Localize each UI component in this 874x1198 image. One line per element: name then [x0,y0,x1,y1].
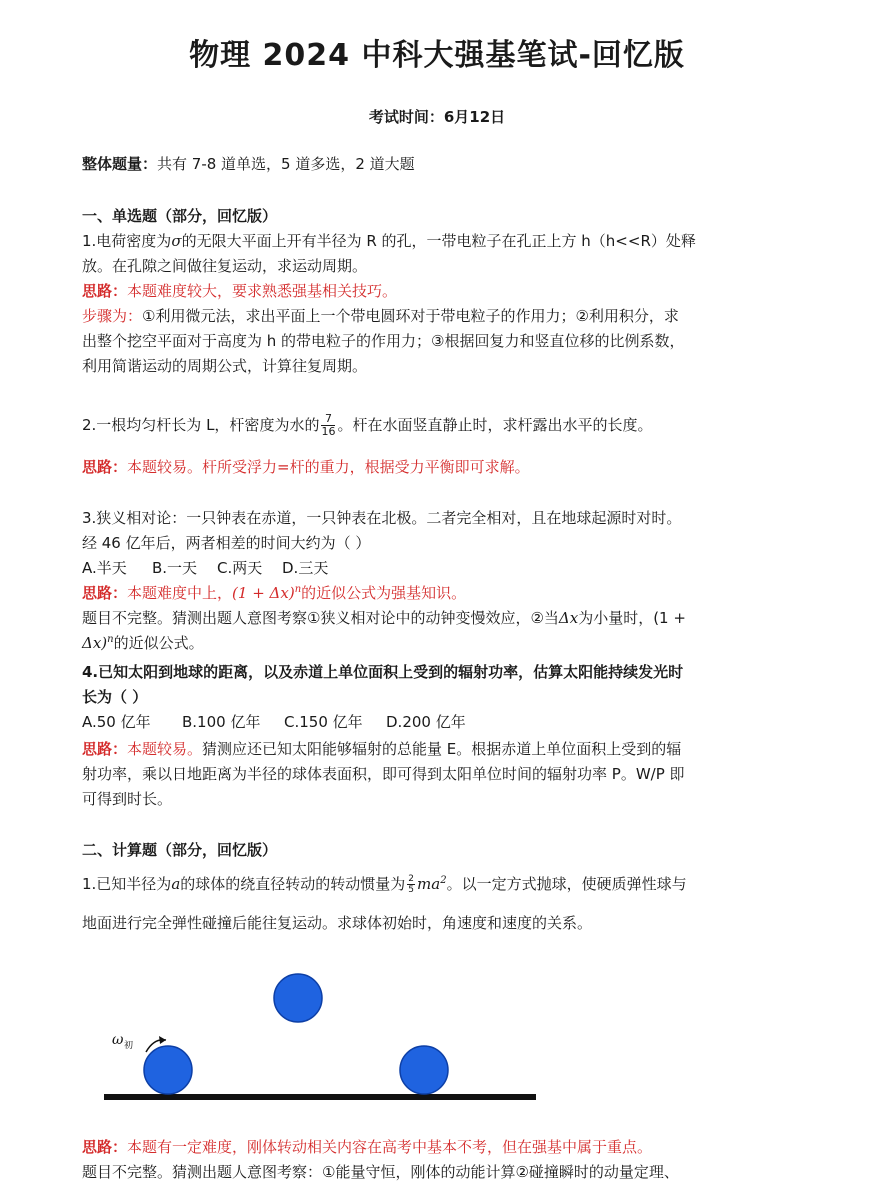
hint-formula: (1 + Δx) [232,584,295,602]
exam-time: 考试时间：6月12日 [368,108,506,126]
q3-option-c: C.两天 [217,559,263,577]
s2q1-text-a: 1.已知半径为 [82,875,172,893]
q3-hint [82,582,466,603]
inertia-formula: ma [417,875,441,893]
q2-hint [82,456,530,477]
q4-option-a: A.50 亿年 [82,713,151,731]
fraction-numerator: 7 [321,413,335,426]
q1-hint [82,280,397,301]
hint-text-1: 猜测应还已知太阳能够辐射的总能量 E。根据赤道上单位面积上受到的辐 [202,740,682,758]
ball-landing [400,1046,448,1094]
fraction-denominator: 5 [408,885,415,895]
q4-line2: 长为（ ） [82,688,148,706]
hint-text: 本题难度较大，要求熟悉强基相关技巧。 [127,282,398,300]
q4-options [82,711,466,732]
exponent: n [107,634,114,645]
section1-heading: 一、单选题（部分，回忆版） [82,207,278,225]
hint-label: 思路： [82,1138,128,1156]
q4-hint-line3: 可得到时长。 [82,790,173,808]
hint-label: 思路： [82,584,128,602]
note-text-b: 为小量时，(1 + [578,609,686,627]
q1-steps-line2: 出整个挖空平面对于高度为 h 的带电粒子的作用力；③根据回复力和竖直位移的比例系数， [82,332,685,350]
q1-text-b: 的无限大平面上开有半径为 R 的孔，一带电粒子在孔正上方 h（h<<R）处释 [181,232,696,250]
fraction-denominator: 16 [321,425,336,438]
s2q1-fraction [407,874,415,895]
note-text-a: 题目不完整。猜测出题人意图考察①狭义相对论中的动钟变慢效应，②当 [82,609,559,627]
q4-option-b: B.100 亿年 [182,713,261,731]
page-title: 物理 2024 中科大强基笔试-回忆版 [189,38,685,73]
overview-text: 共有 7-8 道单选，5 道多选，2 道大题 [157,155,415,173]
q3-option-b: B.一天 [152,559,198,577]
q4-hint-line1 [82,738,681,759]
formula-exponent: 2 [440,875,447,886]
s2-q1-hint [82,1136,652,1157]
q3-options [82,557,328,578]
q3-option-a: A.半天 [82,559,127,577]
q1-line2: 放。在孔隙之间做往复运动，求运动周期。 [82,257,368,275]
ground-line [104,1094,536,1100]
overview [82,153,415,174]
overview-label: 整体题量： [82,155,158,173]
q4-hint-line2: 射功率，乘以日地距离为半径的球体表面积，即可得到太阳单位时间的辐射功率 P。W/P 即 [82,765,685,783]
section2-heading: 二、计算题（部分，回忆版） [82,841,278,859]
hint-label: 思路： [82,282,128,300]
omega-label: ω [112,1032,124,1048]
q3-option-d: D.三天 [282,559,329,577]
s2-q1-line1 [82,873,687,895]
q3-note-line1 [82,607,686,628]
note-text-c: 的近似公式。 [113,634,204,652]
q2-text-b: 。杆在水面竖直静止时，求杆露出水平的长度。 [337,416,653,434]
ball-initial [144,1046,192,1094]
sigma-symbol: σ [171,232,182,250]
q4-option-d: D.200 亿年 [386,713,466,731]
hint-red-text: 本题较易。 [127,740,203,758]
q2-text-a: 2.一根均匀杆长为 L，杆密度为水的 [82,416,320,434]
steps-text-1: ①利用微元法，求出平面上一个带电圆环对于带电粒子的作用力；②利用积分，求 [142,307,679,325]
q3-line1: 3.狭义相对论：一只钟表在赤道，一只钟表在北极。二者完全相对，且在地球起源时对时。 [82,509,682,527]
fraction-numerator: 2 [408,874,415,884]
q1-text-a: 1.电荷密度为 [82,232,172,250]
q3-line2: 经 46 亿年后，两者相差的时间大约为（ ） [82,534,371,552]
q2-fraction [321,413,335,438]
q2-line [82,413,652,438]
hint-label: 思路： [82,458,128,476]
s2q1-text-b: 的球体的绕直径转动的转动惯量为 [180,875,406,893]
q3-note-line2 [82,632,204,653]
omega-subscript: 初 [124,1041,134,1051]
s2-q1-line2: 地面进行完全弹性碰撞后能往复运动。求球体初始时，角速度和速度的关系。 [82,914,593,932]
s2q1-text-c: 。以一定方式抛球，使硬质弹性球与 [446,875,687,893]
q1-steps-line3: 利用简谐运动的周期公式，计算往复周期。 [82,357,368,375]
radius-symbol: a [171,875,181,893]
hint-text-b: 的近似公式为强基知识。 [301,584,467,602]
delta-x-symbol: Δx) [82,634,108,652]
hint-text-a: 本题难度中上， [127,584,233,602]
ball-apex [274,974,322,1022]
hint-exponent: n [294,584,302,595]
hint-text: 本题有一定难度，刚体转动相关内容在高考中基本不考，但在强基中属于重点。 [127,1138,653,1156]
ball-bounce-figure [96,960,556,1110]
hint-text: 本题较易。杆所受浮力=杆的重力，根据受力平衡即可求解。 [127,458,530,476]
q4-line1: 4.已知太阳到地球的距离，以及赤道上单位面积上受到的辐射功率，估算太阳能持续发光时 [82,663,684,681]
s2-q1-note: 题目不完整。猜测出题人意图考察：①能量守恒，刚体的动能计算②碰撞瞬时的动量定理、 [82,1163,679,1181]
q4-option-c: C.150 亿年 [284,713,363,731]
delta-x-symbol: Δx [558,609,579,627]
rotation-arrowhead-icon [159,1036,166,1044]
steps-label: 步骤为： [82,307,143,325]
hint-label: 思路： [82,740,128,758]
q1-line1 [82,230,696,251]
q1-steps-line1 [82,305,679,326]
